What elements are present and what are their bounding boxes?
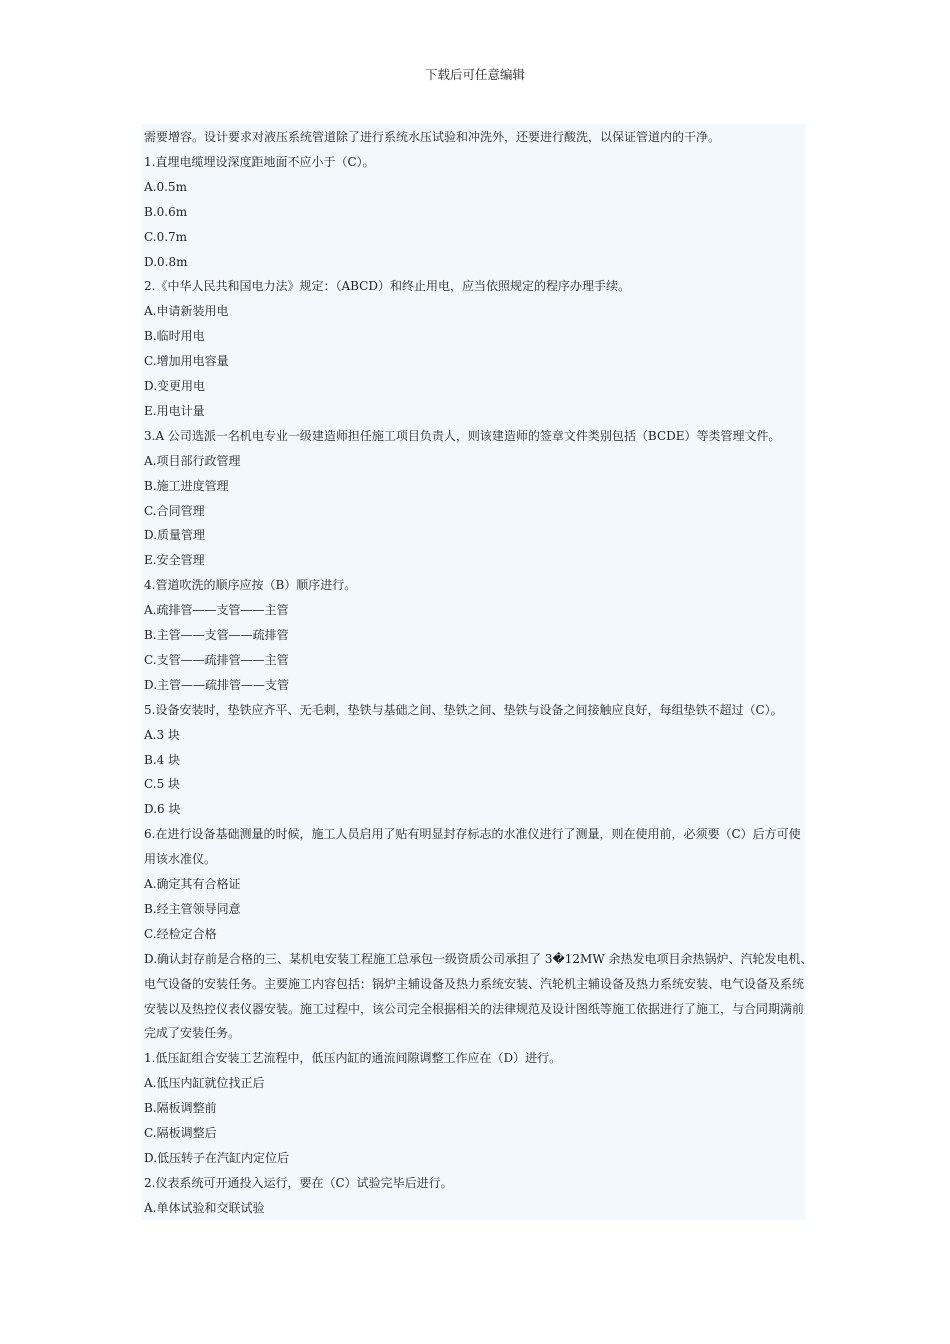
text-line: 安装以及热控仪表仪器安装。施工过程中，该公司完全根据相关的法律规范及设计图纸等施工依据进行了施工，与合同期满前 <box>144 1001 805 1016</box>
text-line: C.支管——疏排管——主管 <box>144 652 289 667</box>
text-line: D.6 块 <box>144 802 181 817</box>
text-line: D.变更用电 <box>144 379 206 393</box>
text-line: E.安全管理 <box>144 553 205 568</box>
text-line: A.确定其有合格证 <box>144 877 241 891</box>
text-line: 需要增容。设计要求对液压系统管道除了进行系统水压试验和冲洗外，还要进行酸洗，以保证管道内的干净。 <box>144 130 721 144</box>
text-line: 2.仪表系统可开通投入运行，要在（C）试验完毕后进行。 <box>144 1175 453 1190</box>
text-line: D.确认封存前是合格的三、某机电安装工程施工总承包一级资质公司承担了 3�12MW 余热发电项目余热锅炉、汽轮发电机、 <box>144 951 813 966</box>
text-line: D.0.8m <box>144 254 188 269</box>
text-line: A.项目部行政管理 <box>144 453 241 468</box>
text-line: 5.设备安装时，垫铁应齐平、无毛刺，垫铁与基础之间、垫铁之间、垫铁与设备之间接触应良好，每组垫铁不超过（C）。 <box>144 702 783 717</box>
text-line: A.0.5m <box>144 179 187 194</box>
text-line: B.主管——支管——疏排管 <box>144 628 289 642</box>
text-line: B.施工进度管理 <box>144 478 229 493</box>
text-line: B.0.6m <box>144 204 188 219</box>
page-header: 下载后可任意编辑 <box>424 67 525 82</box>
text-line: C.增加用电容量 <box>144 354 229 369</box>
document-content <box>141 124 813 1220</box>
text-line: 电气设备的安装任务。主要施工内容包括：锅炉主辅设备及热力系统安装、汽轮机主辅设备及热力系统安装、电气设备及系统 <box>144 976 805 991</box>
text-line: 用该水准仪。 <box>144 852 217 867</box>
text-line: A.疏排管——支管——主管 <box>144 603 289 618</box>
text-line: A.3 块 <box>144 727 180 742</box>
text-line: A.单体试验和交联试验 <box>144 1200 265 1215</box>
text-line: A.低压内缸就位找正后 <box>144 1076 265 1091</box>
text-line: B.隔板调整前 <box>144 1101 217 1116</box>
text-line: 4.管道吹洗的顺序应按（B）顺序进行。 <box>144 578 357 593</box>
text-line: 1.低压缸组合安装工艺流程中，低压内缸的通流间隙调整工作应在（D）进行。 <box>144 1051 562 1066</box>
text-line: C.合同管理 <box>144 503 205 518</box>
text-line: C.隔板调整后 <box>144 1126 217 1140</box>
text-line: 1.直埋电缆埋设深度距地面不应小于（C）。 <box>144 154 375 169</box>
text-line: B.临时用电 <box>144 329 205 344</box>
text-line: 完成了安装任务。 <box>144 1026 241 1041</box>
text-line: C.5 块 <box>144 777 181 792</box>
text-line: 2.《中华人民共和国电力法》规定：（ABCD）和终止用电，应当依照规定的程序办理手续。 <box>144 279 630 294</box>
text-line: E.用电计量 <box>144 403 205 418</box>
text-line: C.经检定合格 <box>144 926 217 941</box>
text-line: 3.A 公司选派一名机电专业一级建造师担任施工项目负责人，则该建造师的签章文件类别包括（BCDE）等类管理文件。 <box>144 428 781 443</box>
text-line: D.主管——疏排管——支管 <box>144 677 290 692</box>
text-line: C.0.7m <box>144 229 188 244</box>
text-line: D.低压转子在汽缸内定位后 <box>144 1150 290 1165</box>
text-line: B.4 块 <box>144 752 181 767</box>
text-line: 6.在进行设备基础测量的时候，施工人员启用了贴有明显封存标志的水准仪进行了测量，则在使用前，必须要（C）后方可使 <box>144 827 801 842</box>
text-line: B.经主管领导同意 <box>144 901 241 916</box>
text-line: A.申请新装用电 <box>144 304 229 319</box>
text-line: D.质量管理 <box>144 528 206 543</box>
